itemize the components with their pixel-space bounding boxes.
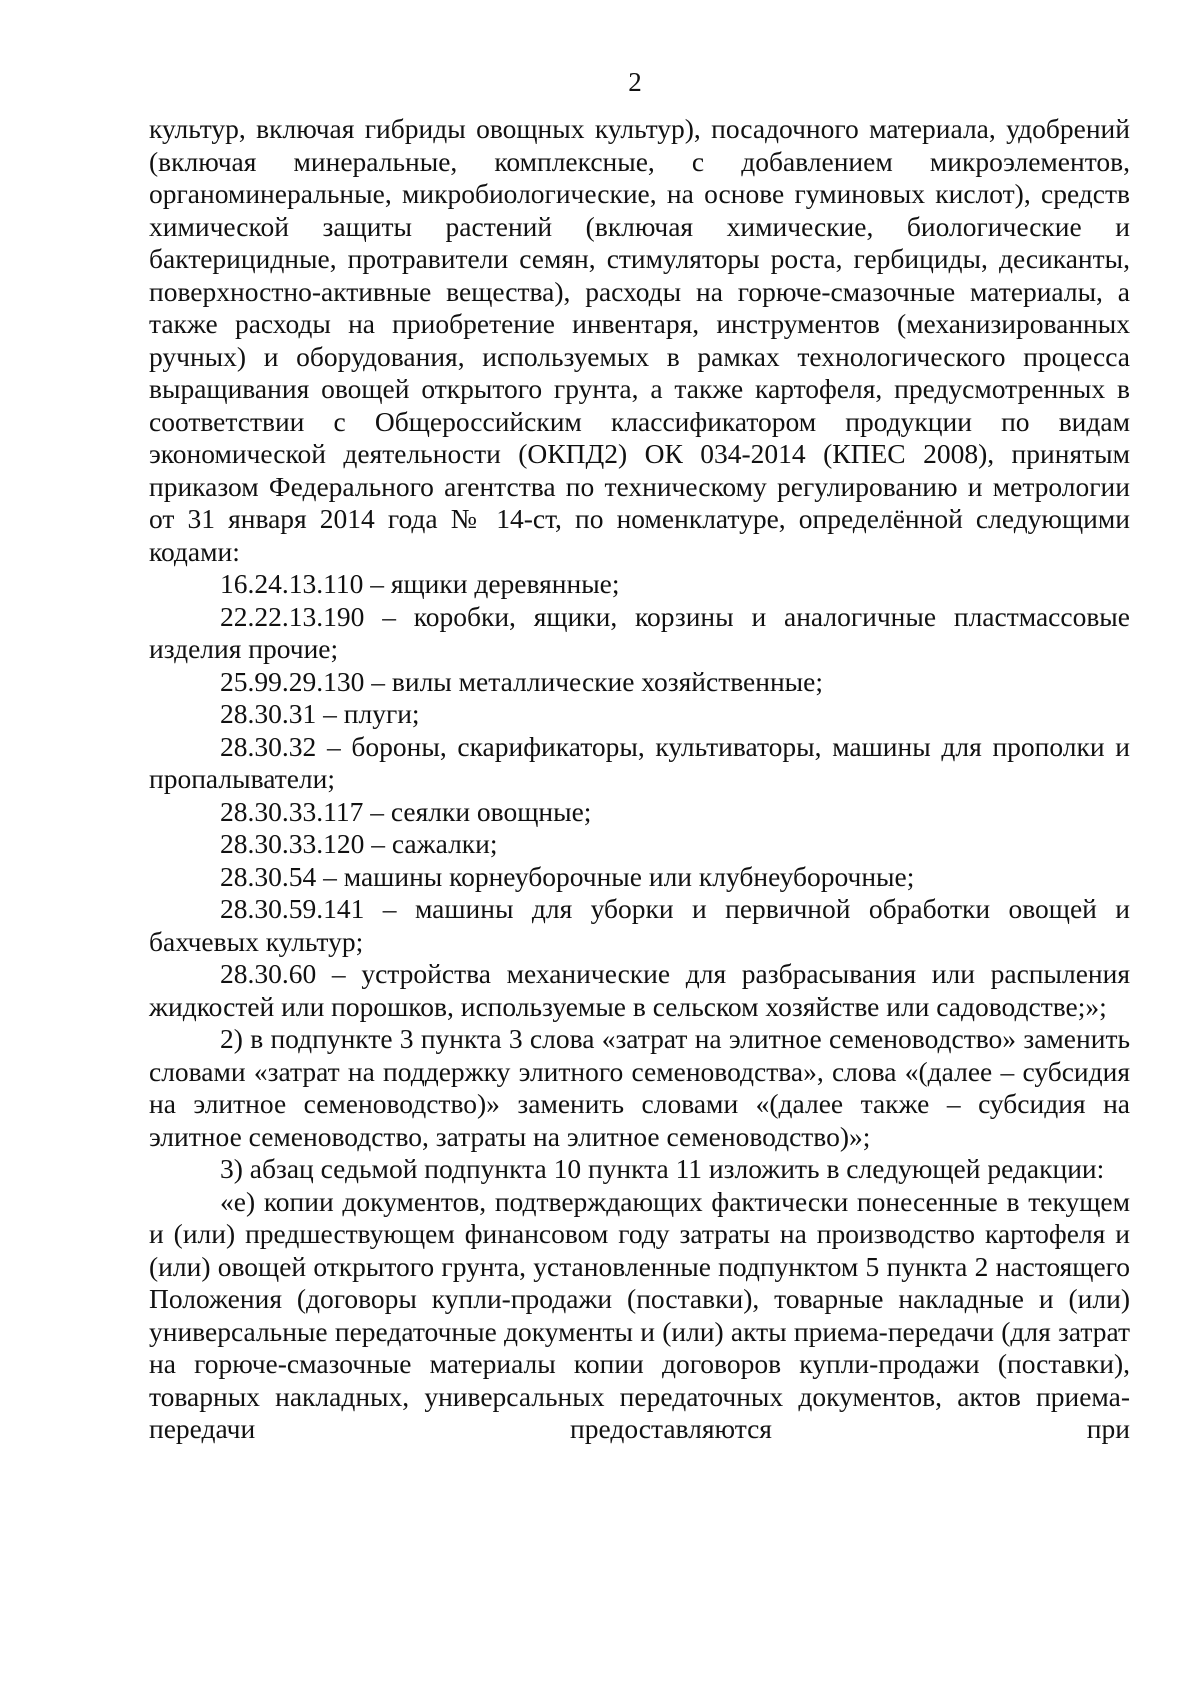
- code-item-1: 16.24.13.110 – ящики деревянные;: [220, 568, 620, 599]
- paragraph-item-2: 2) в подпункте 3 пункта 3 слова «затрат на элитное семеноводство» заменить словами «затрат на поддержку элитного семеноводства», слова «(далее – субсидия на элитное семеноводство)» заменить словами «(далее также – субсидия на элитное семеноводство, затраты на элитное семеноводство)»;: [149, 1023, 1130, 1152]
- code-item-8: 28.30.54 – машины корнеуборочные или клубнеуборочные;: [220, 860, 915, 892]
- paragraph-quoted-e: «е) копии документов, подтверждающих фактически понесенные в текущем и (или) предшествующем финансовом году затраты на производство картофеля и (или) овощей открытого грунта, установленные подпунктом 5 пункта 2 настоящего Положения (договоры купли-продажи (поставки), товарные накладные и (или) универсальные передаточные документы и (или) акты приема-передачи (для затрат на горюче-смазочные материалы копии договоров купли-продажи (поставки), товарных накладных, универсальных передаточных документов, актов приема-передачи предоставляются при: [149, 1185, 1130, 1444]
- document-body: [149, 113, 1130, 1446]
- paragraph-item-3: 3) абзац седьмой подпункта 10 пункта 11 изложить в следующей редакции:: [220, 1153, 1105, 1184]
- code-item-7: 28.30.33.120 – сажалки;: [220, 828, 498, 859]
- code-item-2: 22.22.13.190 – коробки, ящики, корзины и аналогичные пластмассовые изделия прочие;: [149, 600, 1130, 664]
- code-item-3: 25.99.29.130 – вилы металлические хозяйственные;: [220, 665, 823, 697]
- code-item-9: 28.30.59.141 – машины для уборки и первичной обработки овощей и бахчевых культур;: [149, 893, 1130, 957]
- page-number: 2: [628, 67, 642, 97]
- paragraph-continuation: культур, включая гибриды овощных культур), посадочного материала, удобрений (включая минеральные, комплексные, с добавлением микроэлементов, органоминеральные, микробиологические, на основе гуминовых кислот), средств химической защиты растений (включая химические, биологические и бактерицидные, протравители семян, стимуляторы роста, гербициды, десиканты, поверхностно-активные вещества), расходы на горюче-смазочные материалы, а также расходы на приобретение инвентаря, инструментов (механизированных ручных) и оборудования, используемых в рамках технологического процесса выращивания овощей открытого грунта, а также картофеля, предусмотренных в соответствии с Общероссийским классификатором продукции по видам экономической деятельности (ОКПД2) ОК 034-2014 (КПЕС 2008), принятым приказом Федерального агентства по техническому регулированию и метрологии от 31 января 2014 года № 14-ст, по номенклатуре, определённой следующими кодами:: [149, 113, 1130, 567]
- code-item-10: 28.30.60 – устройства механические для разбрасывания или распыления жидкостей или порошков, используемые в сельском хозяйстве или садоводстве;»;: [149, 958, 1130, 1022]
- code-item-6: 28.30.33.117 – сеялки овощные;: [220, 795, 592, 827]
- code-item-5: 28.30.32 – бороны, скарификаторы, культиваторы, машины для прополки и пропалыватели;: [149, 730, 1130, 794]
- code-item-4: 28.30.31 – плуги;: [220, 698, 420, 729]
